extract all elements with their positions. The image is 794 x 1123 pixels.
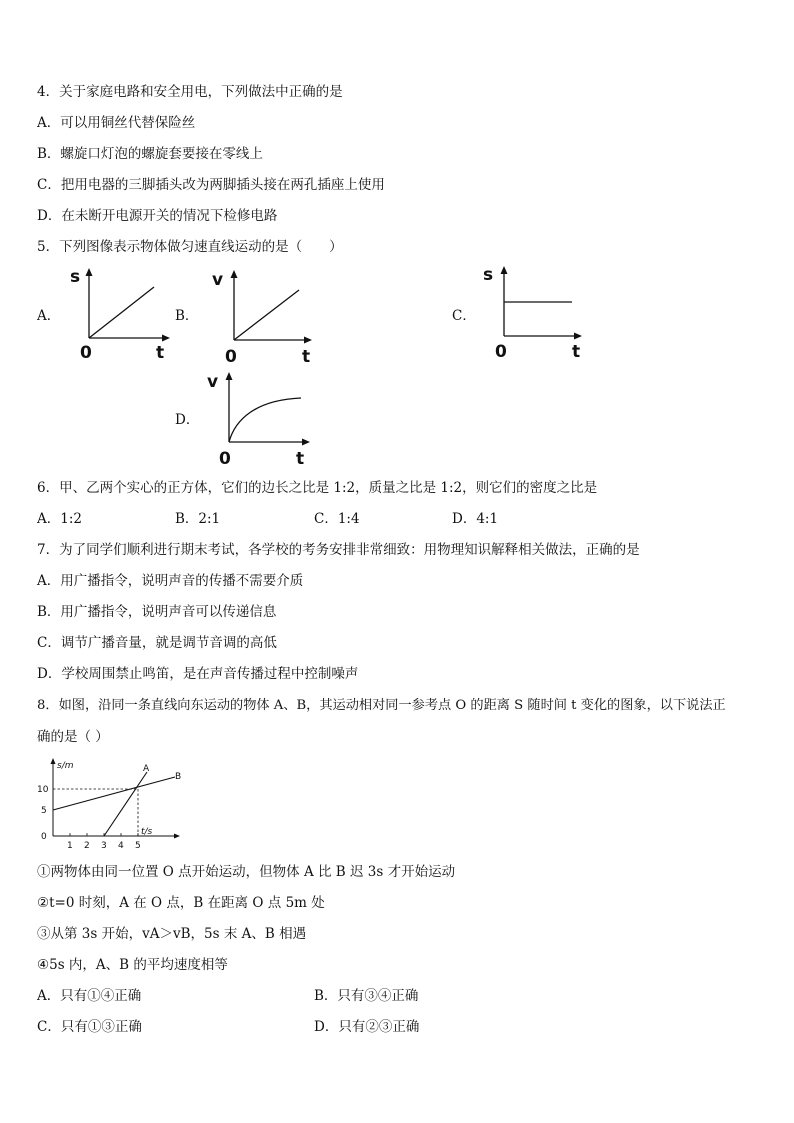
q7-option-c: C．调节广播音量，就是调节音调的高低 [37,635,277,651]
q8-stem-line1: 8．如图，沿同一条直线向东运动的物体 A、B，其运动相对同一参考点 O 的距离 S 随时间 t 变化的图象，以下说法正 [37,698,726,713]
q8-option-a: A．只有①④正确 [37,988,142,1004]
q5-graph-c [480,264,590,364]
q5-option-d-label: D． [175,412,200,428]
q8-statement-2: ②t=0 时刻，A 在 O 点，B 在距离 O 点 5m 处 [37,895,325,911]
q7-option-a: A．用广播指令，说明声音的传播不需要介质 [37,573,304,589]
graph-d-y-label: v [207,372,219,392]
graph-b-y-label: v [212,270,224,290]
q5-option-b-label: B． [175,308,199,324]
q8-graph-x-tick-1: 1 [67,841,73,851]
q8-statement-3: ③从第 3s 开始，vA＞vB，5s 末 A、B 相遇 [37,926,307,942]
q8-graph-y-tick-10: 10 [37,785,49,795]
q5-graph-d [205,370,320,470]
q8-statement-4: ④5s 内，A、B 的平均速度相等 [37,957,228,973]
q5-stem: 5．下列图像表示物体做匀速直线运动的是（ ） [37,239,343,255]
q4-option-c: C．把用电器的三脚插头改为两脚插头接在两孔插座上使用 [37,177,385,193]
q8-graph-line-a-label: A [143,764,150,774]
q4-option-a: A．可以用铜丝代替保险丝 [37,115,196,131]
q5-graph-b [210,268,320,368]
graph-a-x-label: t [156,343,165,363]
graph-d-origin: 0 [219,449,231,469]
q5-graph-a [70,266,180,366]
q6-option-b: B．2:1 [175,511,221,527]
q7-option-d: D．学校周围禁止鸣笛，是在声音传播过程中控制噪声 [37,666,359,682]
graph-a-origin: 0 [80,343,92,363]
q8-statement-1: ①两物体由同一位置 O 点开始运动，但物体 A 比 B 迟 3s 才开始运动 [37,864,456,880]
graph-a-y-label: s [70,267,81,287]
q6-option-a: A．1:2 [37,511,82,527]
graph-c-origin: 0 [495,342,507,362]
q8-graph-y-tick-0: 0 [41,832,47,842]
graph-c-x-label: t [572,342,581,362]
graph-b-origin: 0 [225,347,237,367]
graph-b-x-label: t [302,347,311,367]
q5-option-a-label: A． [37,308,61,324]
q8-graph-y-tick-5: 5 [41,806,47,816]
q6-option-c: C．1:4 [314,511,360,527]
q8-graph-x-label: t/s [141,827,153,837]
q8-option-c: C．只有①③正确 [37,1019,142,1035]
graph-c-y-label: s [483,265,494,285]
q7-option-b: B．用广播指令，说明声音可以传递信息 [37,604,277,620]
q4-option-d: D．在未断开电源开关的情况下检修电路 [37,208,278,224]
q5-option-c-label: C． [452,308,476,324]
q8-graph-x-tick-4: 4 [118,841,124,851]
q6-option-d: D．4:1 [452,511,499,527]
q8-graph [35,755,195,855]
q6-stem: 6．甲、乙两个实心的正方体，它们的边长之比是 1:2，质量之比是 1:2，则它们的密度之比是 [37,480,598,496]
q7-stem: 7．为了同学们顺利进行期末考试，各学校的考务安排非常细致：用物理知识解释相关做法，正确的是 [37,542,640,558]
q8-option-b: B．只有③④正确 [314,988,419,1004]
q4-option-b: B．螺旋口灯泡的螺旋套要接在零线上 [37,146,263,162]
q8-graph-y-label: s/m [57,761,74,771]
q8-stem-line2: 确的是（ ） [37,729,109,745]
q4-stem: 4．关于家庭电路和安全用电，下列做法中正确的是 [37,84,343,100]
q8-graph-x-tick-2: 2 [84,841,90,851]
graph-d-x-label: t [296,449,305,469]
q8-option-d: D．只有②③正确 [314,1019,420,1035]
q8-graph-x-tick-3: 3 [101,841,107,851]
q8-graph-line-b-label: B [175,772,182,782]
q8-graph-x-tick-5: 5 [135,841,141,851]
